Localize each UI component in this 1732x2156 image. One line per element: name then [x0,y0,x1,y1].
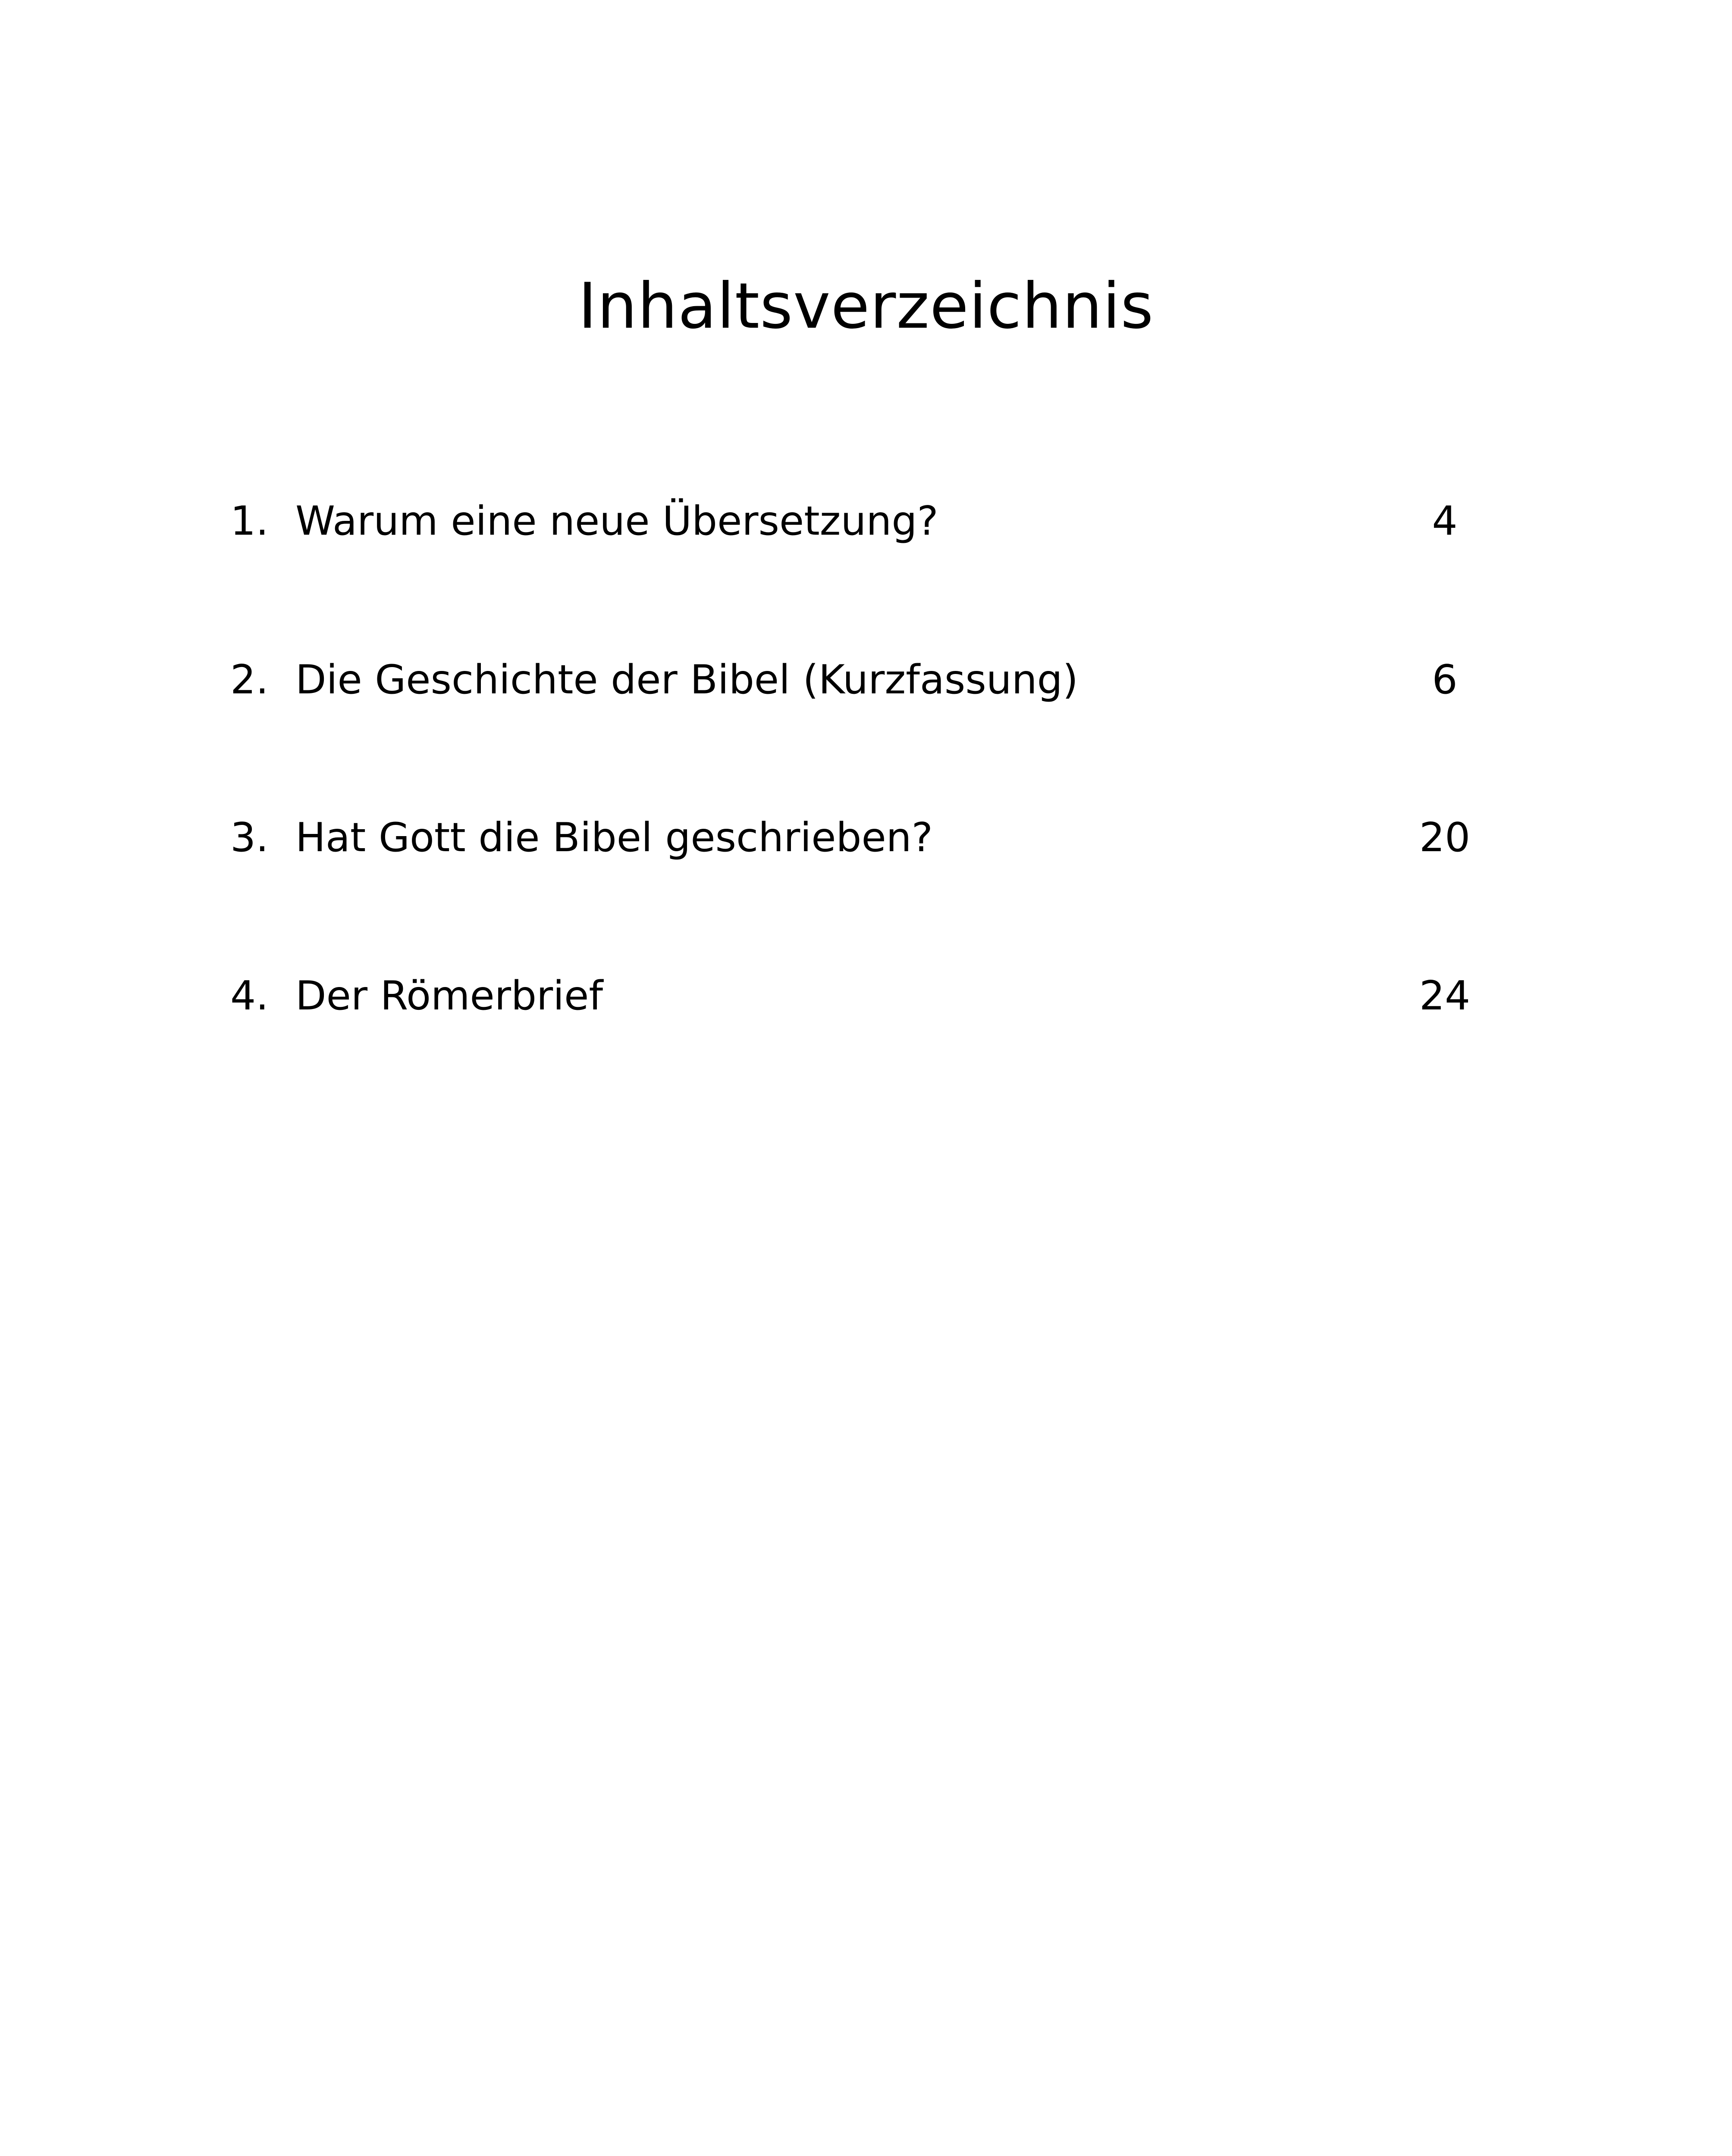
toc-entry [0,809,1732,865]
toc-entry-title: Der Römerbrief [295,972,603,1019]
toc-entry-page: 6 [1432,656,1458,703]
toc-entry [0,493,1732,549]
toc-entry [0,968,1732,1024]
toc-entry-page: 24 [1419,972,1471,1019]
toc-entry-page: 4 [1432,498,1458,544]
toc-entry-number: 2. [230,656,269,703]
toc-entry-title: Hat Gott die Bibel geschrieben? [295,814,933,861]
toc-entry-page: 20 [1419,814,1471,861]
toc-entry-number: 4. [230,972,269,1019]
toc-entry [0,652,1732,708]
toc-entry-title: Die Geschichte der Bibel (Kurzfassung) [295,656,1078,703]
toc-entry-number: 1. [230,498,269,544]
toc-entry-number: 3. [230,814,269,861]
toc-entry-title: Warum eine neue Übersetzung? [295,498,938,544]
toc-title: Inhaltsverzeichnis [578,270,1154,343]
